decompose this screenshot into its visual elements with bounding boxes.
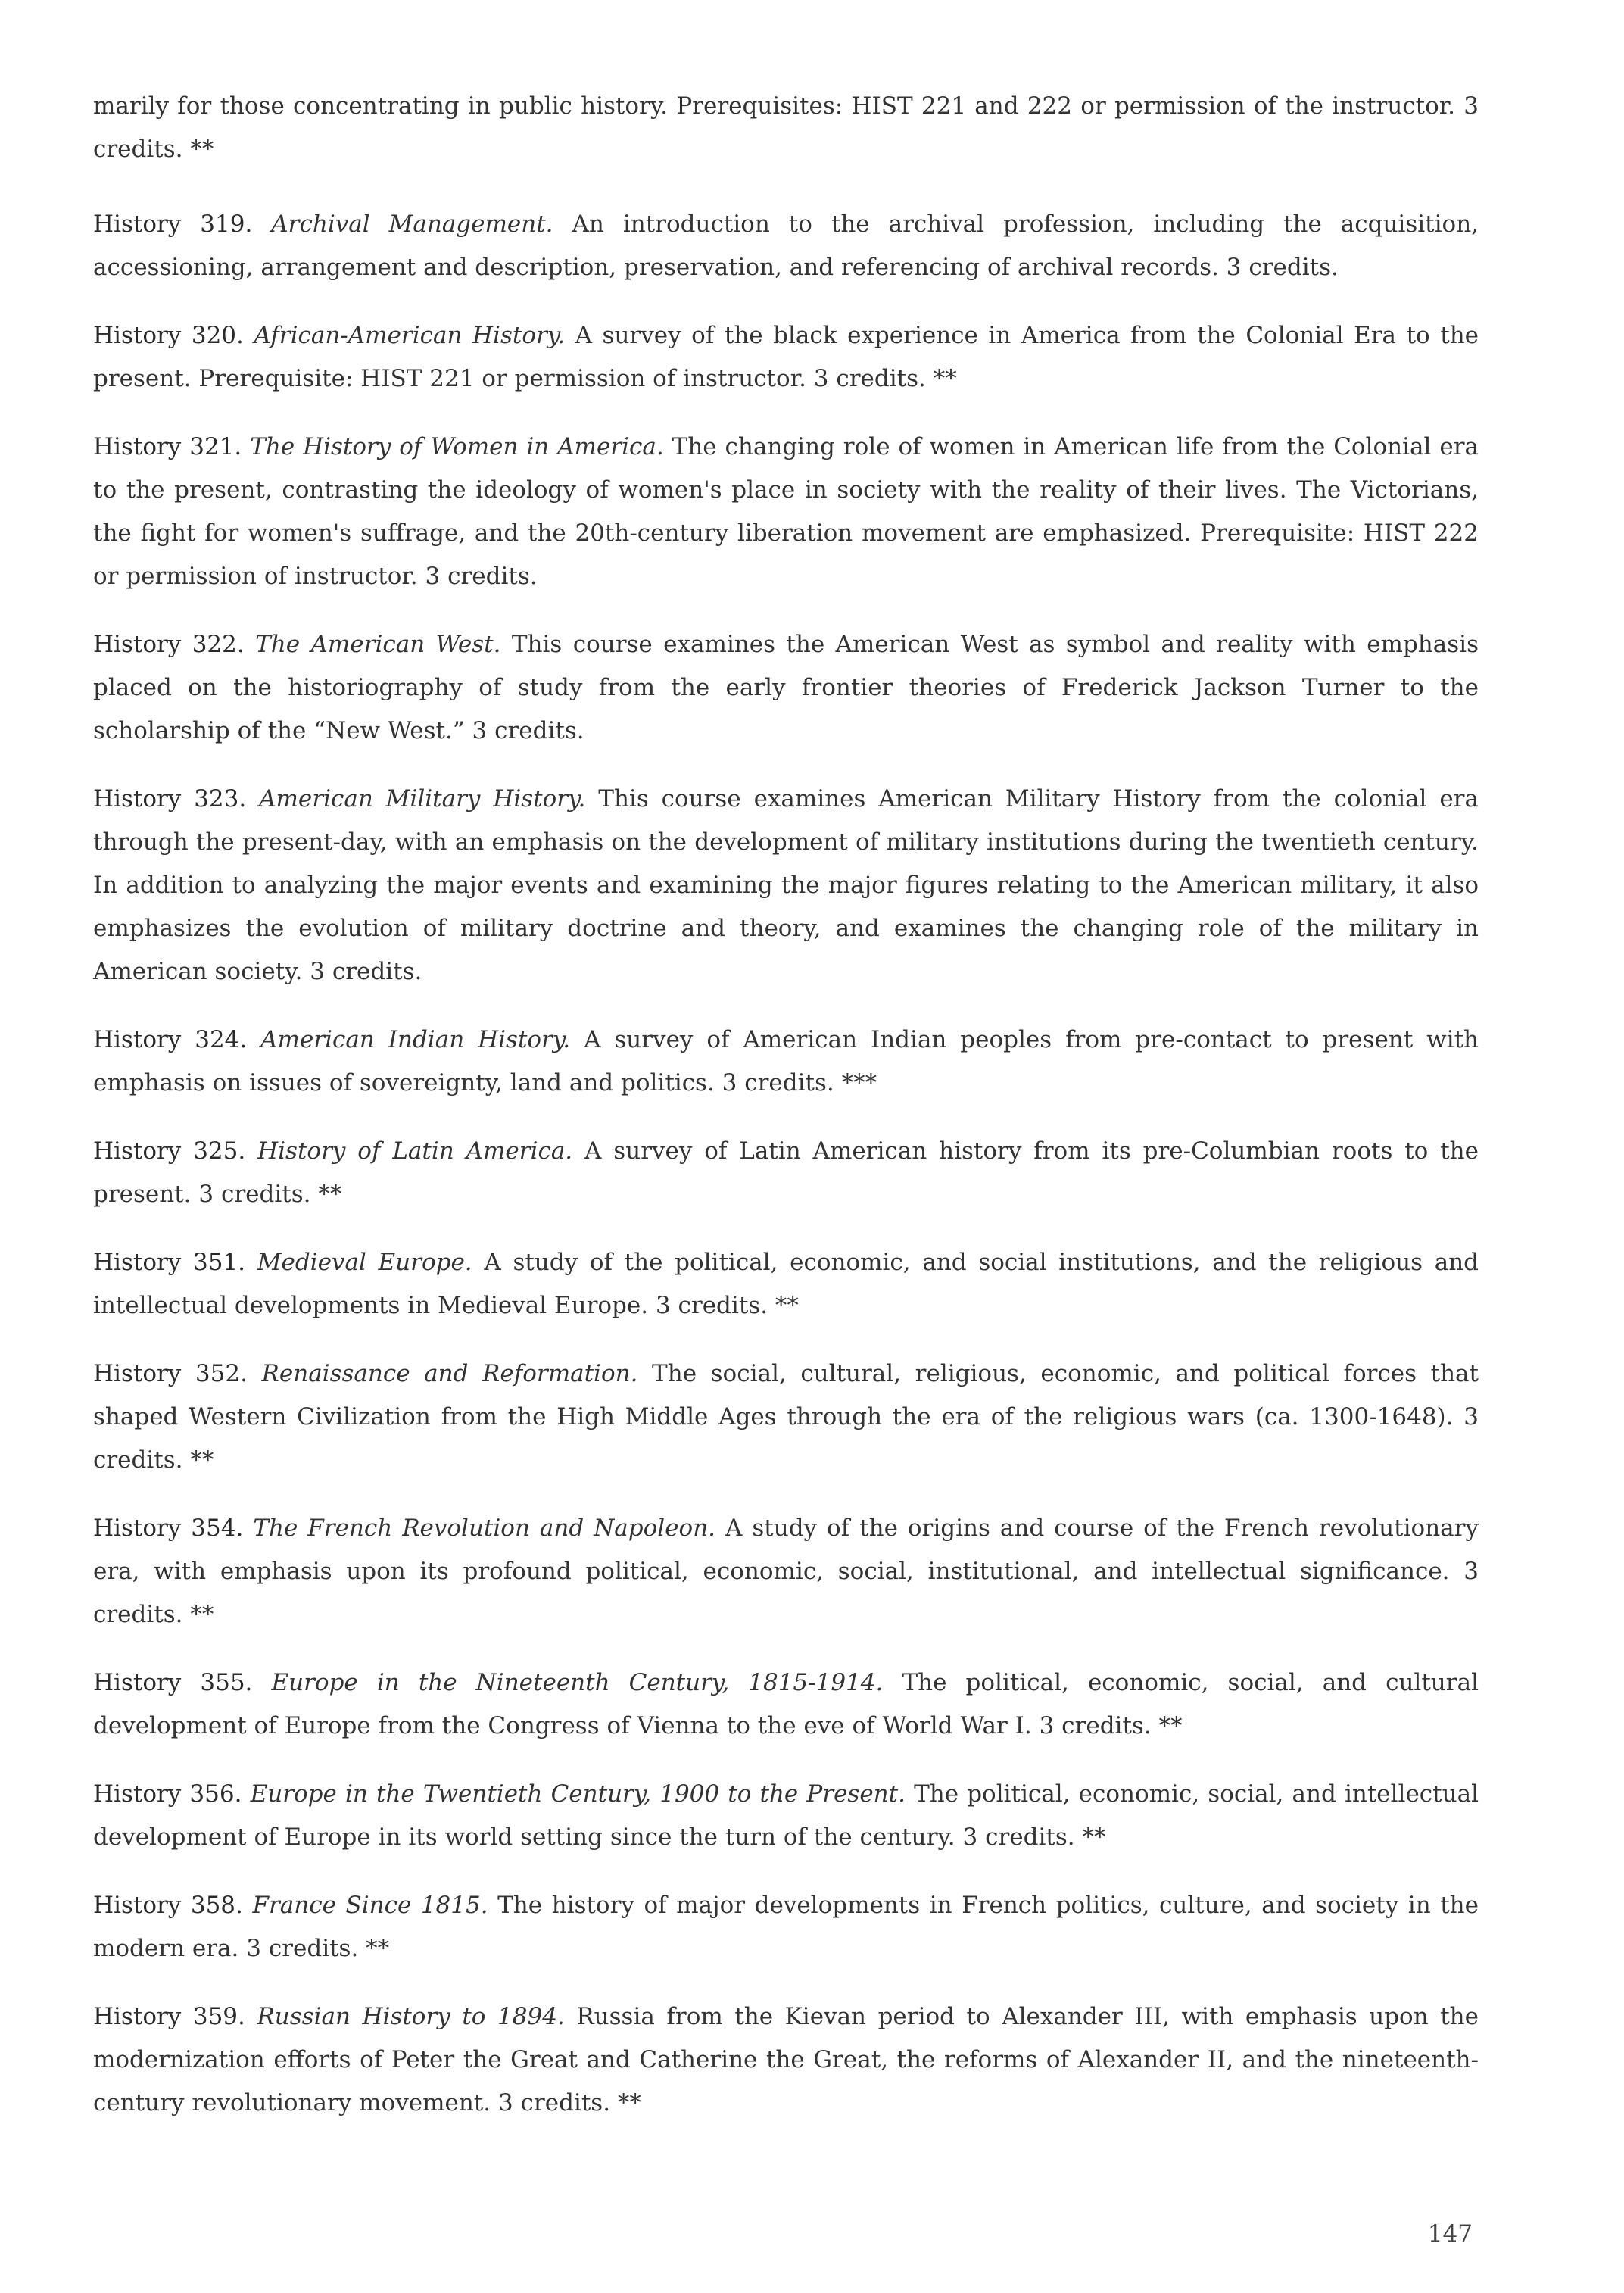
course-title: African-American History. [254,322,566,349]
course-title: Europe in the Twentieth Century, 1900 to the Present. [250,1780,906,1808]
course-number: History 322. [93,631,245,658]
course-number: History 359. [93,2003,245,2030]
intro-paragraph: marily for those concentrating in public history. Prerequisites: HIST 221 and 222 or permission of the instructor. 3 credits. ** [93,92,1479,163]
course-description: This course examines the American West as symbol and reality with emphasis placed on the historiography of study from the early frontier theories of Frederick Jackson Turner to the scholarship of the “New West.” 3 credits. [93,631,1479,744]
course-title: The American West. [255,631,501,658]
course-entry [93,1661,1479,1748]
course-description: The changing role of women in American life from the Colonial era to the present, contrasting the ideology of women's place in society with the reality of their lives. The Victorians, the fight for women's suffrage, and the 20th-century liberation movement are emphasized. Prerequisite: HIST 222 or permission of instructor. 3 credits. [93,433,1479,590]
course-number: History 323. [93,785,247,813]
course-number: History 324. [93,1026,248,1053]
course-number: History 352. [93,1360,248,1387]
course-title: American Military History. [259,785,586,813]
course-title: Archival Management. [271,211,553,238]
course-number: History 321. [93,433,242,460]
course-number: History 358. [93,1892,243,1919]
course-description: Russia from the Kievan period to Alexander III, with emphasis upon the modernization efforts of Peter the Great and Catherine the Great, the reforms of Alexander II, and the nineteenth-century revolutionary movement. 3 credits. ** [93,2003,1479,2117]
course-entry [93,314,1479,401]
course-description: The history of major developments in French politics, culture, and society in the modern era. 3 credits. ** [93,1892,1479,1962]
course-number: History 354. [93,1515,244,1542]
course-description: A study of the origins and course of the French revolutionary era, with emphasis upon its profound political, economic, social, institutional, and intellectual significance. 3 credits. ** [93,1515,1479,1628]
course-description: The political, economic, social, and cultural development of Europe from the Congress of Vienna to the eve of World War I. 3 credits. ** [93,1669,1479,1739]
page-number: 147 [1427,2220,1473,2248]
course-number: History 356. [93,1780,242,1808]
course-title: Russian History to 1894. [257,2003,565,2030]
course-description: This course examines American Military History from the colonial era through the present-day, with an emphasis on the development of military institutions during the twentieth century. In addition to analyzing the major events and examining the major figures relating to the American military, it also emphasizes the evolution of military doctrine and theory, and examines the changing role of the military in American society. 3 credits. [93,785,1479,985]
course-description: An introduction to the archival profession, including the acquisition, accessioning, arrangement and description, preservation, and referencing of archival records. 3 credits. [93,211,1479,281]
course-entry [93,778,1479,994]
course-title: American Indian History. [260,1026,571,1053]
course-title: History of Latin America. [257,1137,573,1165]
course-entry [93,623,1479,753]
course-title: The History of Women in America. [250,433,664,460]
course-entry [93,1773,1479,1859]
course-entry [93,203,1479,289]
course-description: The political, economic, social, and intellectual development of Europe in its world setting since the turn of the century. 3 credits. ** [93,1780,1479,1851]
course-title: The French Revolution and Napoleon. [253,1515,716,1542]
course-description: A survey of American Indian peoples from pre-contact to present with emphasis on issues of sovereignty, land and politics. 3 credits. *** [93,1026,1479,1097]
course-description: A study of the political, economic, and social institutions, and the religious and intellectual developments in Medieval Europe. 3 credits. ** [93,1249,1479,1319]
course-title: Medieval Europe. [257,1249,472,1276]
course-number: History 351. [93,1249,246,1276]
course-number: History 355. [93,1669,253,1696]
course-entry [93,1507,1479,1636]
course-title: Europe in the Nineteenth Century, 1815-1914. [271,1669,884,1696]
course-description: A survey of Latin American history from its pre-Columbian roots to the present. 3 credits. ** [93,1137,1479,1208]
course-number: History 320. [93,322,244,349]
course-list [93,85,1479,2150]
course-entry [93,426,1479,598]
course-title: Renaissance and Reformation. [261,1360,638,1387]
course-entry [93,1884,1479,1970]
course-description: A survey of the black experience in America from the Colonial Era to the present. Prerequisite: HIST 221 or permission of instructor. 3 credits. ** [93,322,1479,392]
course-entry [93,1241,1479,1327]
course-entry [93,1995,1479,2125]
course-number: History 325. [93,1137,246,1165]
course-title: France Since 1815. [252,1892,488,1919]
course-entry [93,1130,1479,1216]
course-entry [93,1352,1479,1482]
course-number: History 319. [93,211,253,238]
course-entry [93,1019,1479,1105]
course-description: The social, cultural, religious, economic, and political forces that shaped Western Civilization from the High Middle Ages through the era of the religious wars (ca. 1300-1648). 3 credits. ** [93,1360,1479,1474]
